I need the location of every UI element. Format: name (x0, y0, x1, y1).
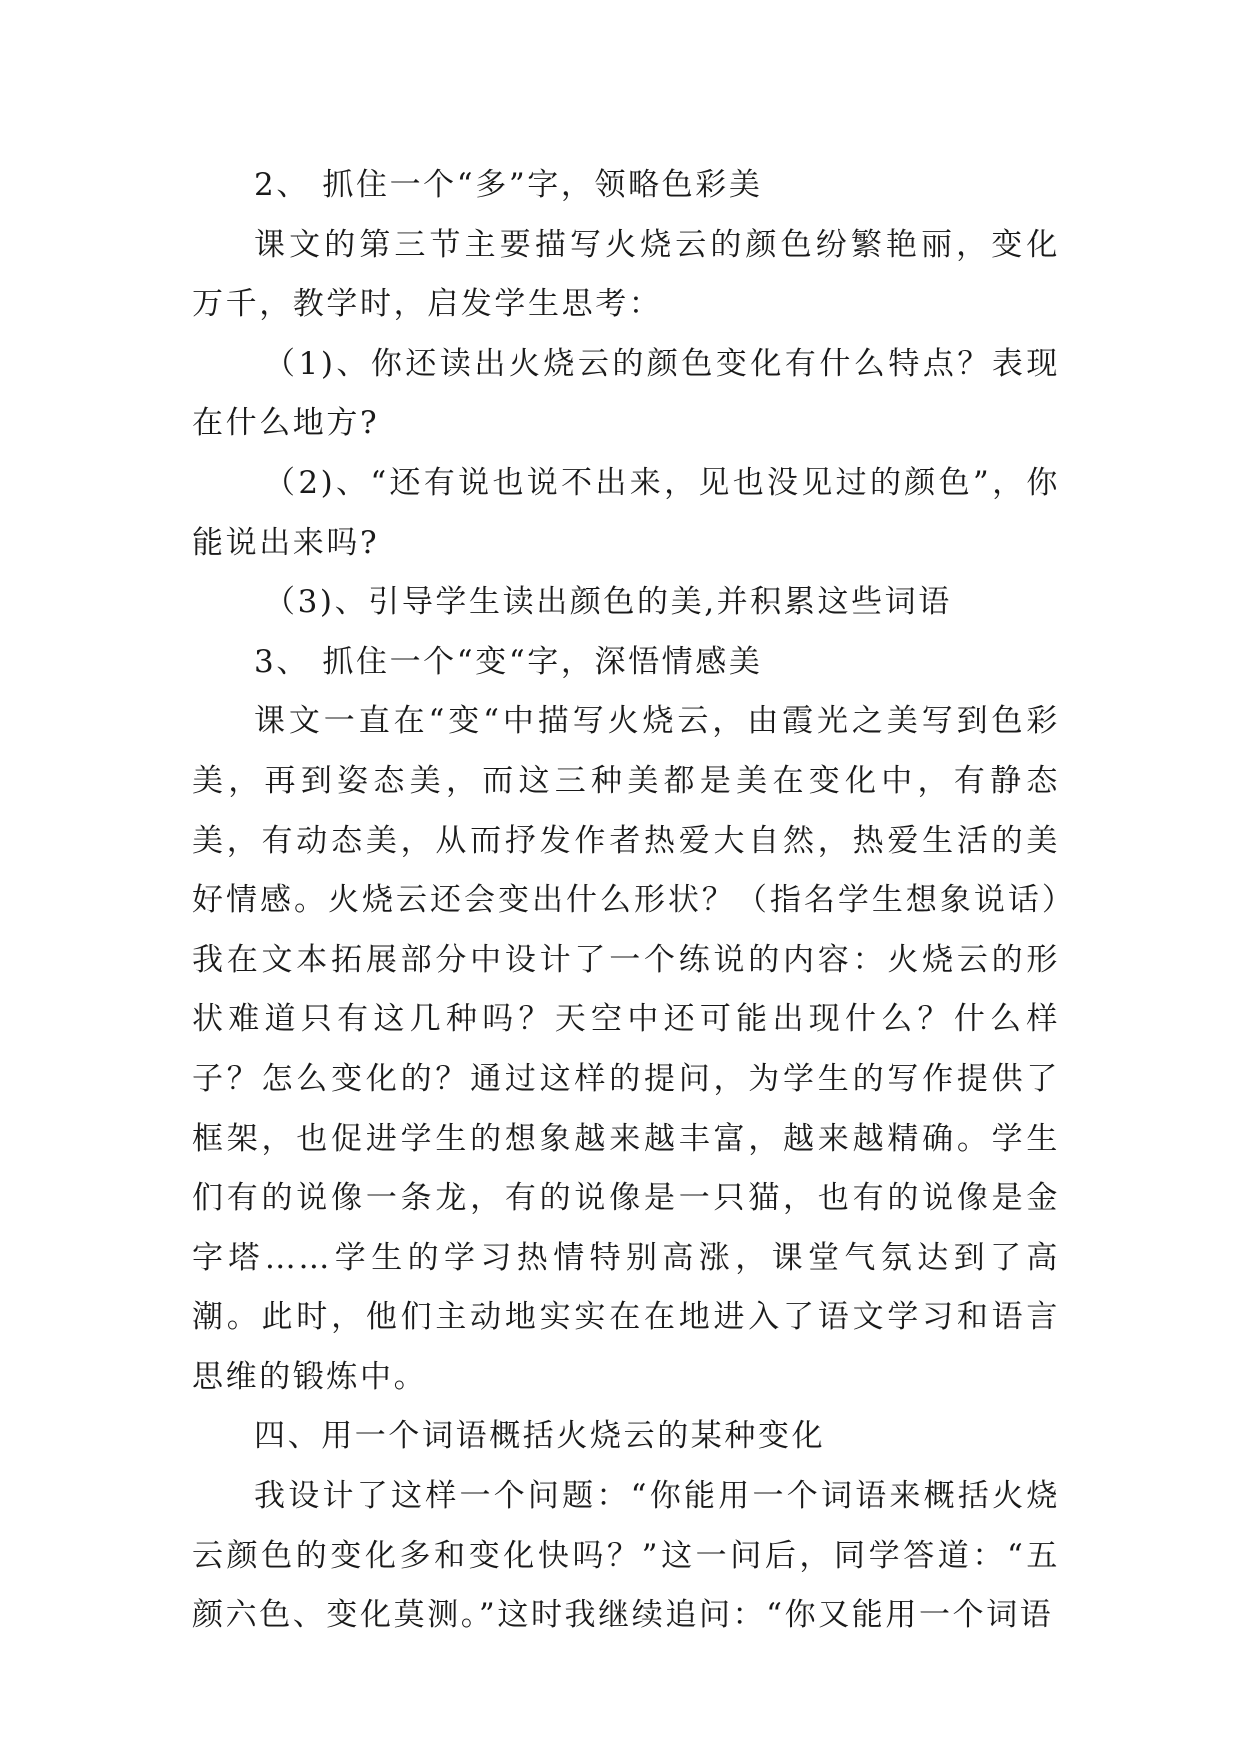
body-paragraph: 我设计了这样一个问题：“你能用一个词语来概括火烧云颜色的变化多和变化快吗？”这一问后，同学答道：“五颜六色、变化莫测。”这时我继续追问：“你又能用一个词语 (192, 1478, 1060, 1634)
body-paragraph: 课文一直在“变“中描写火烧云，由霞光之美写到色彩美，再到姿态美，而这三种美都是美在变化中，有静态美，有动态美，从而抒发作者热爱大自然，热爱生活的美好情感。火烧云还会变出什么形状？（指名学生想象说话）我在文本拓展部分中设计了一个练说的内容：火烧云的形状难道只有这几种吗？天空中还可能出现什么？什么样子？怎么变化的？通过这样的提问，为学生的写作提供了框架，也促进学生的想象越来越丰富，越来越精确。学生们有的说像一条龙，有的说像是一只猫，也有的说像是金字塔……学生的学习热情特别高涨，课堂气氛达到了高潮。此时，他们主动地实实在在地进入了语文学习和语言思维的锻炼中。 (192, 703, 1060, 1395)
section-heading-2: 2、 抓住一个“多”字，领略色彩美 (254, 167, 763, 203)
section-heading-4: 四、用一个词语概括火烧云的某种变化 (254, 1418, 826, 1455)
document-body (192, 156, 1060, 1646)
body-paragraph: 课文的第三节主要描写火烧云的颜色纷繁艳丽，变化万千，教学时，启发学生思考： (192, 226, 1060, 323)
question-item-2: （2)、“还有说也说不出来，见也没见过的颜色”，你能说出来吗? (192, 464, 1060, 561)
question-item-3: （3)、引导学生读出颜色的美,并积累这些词语 (264, 584, 952, 621)
section-heading-3: 3、 抓住一个“变“字，深悟情感美 (254, 643, 763, 680)
question-item-1: （1)、你还读出火烧云的颜色变化有什么特点？表现在什么地方? (192, 345, 1060, 442)
